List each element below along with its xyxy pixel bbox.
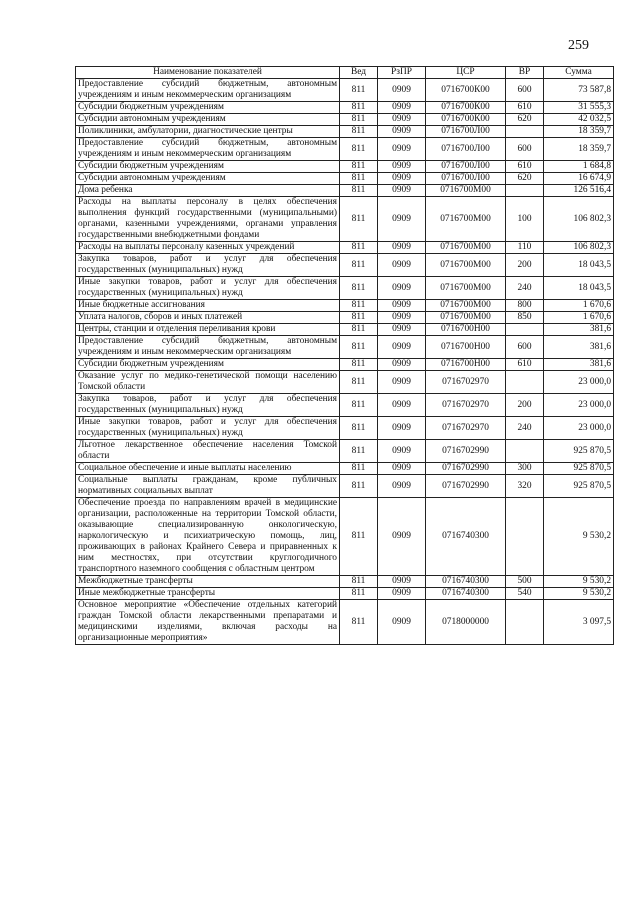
row-ved: 811 <box>340 312 378 324</box>
row-rzpr: 0909 <box>378 359 426 371</box>
table-row <box>76 185 614 197</box>
row-name: Социальное обеспечение и иные выплаты населению <box>76 463 340 475</box>
row-name: Субсидии бюджетным учреждениям <box>76 102 340 114</box>
row-csr: 0716700М00 <box>426 277 506 300</box>
row-ved: 811 <box>340 185 378 197</box>
row-csr: 0716702970 <box>426 371 506 394</box>
row-vr: 610 <box>506 102 544 114</box>
row-sum: 925 870,5 <box>544 475 614 498</box>
row-rzpr: 0909 <box>378 498 426 576</box>
row-sum: 23 000,0 <box>544 394 614 417</box>
row-name: Льготное лекарственное обеспечение населения Томской области <box>76 440 340 463</box>
row-sum: 18 043,5 <box>544 254 614 277</box>
row-vr: 850 <box>506 312 544 324</box>
row-ved: 811 <box>340 498 378 576</box>
row-rzpr: 0909 <box>378 79 426 102</box>
row-ved: 811 <box>340 173 378 185</box>
row-ved: 811 <box>340 324 378 336</box>
row-name: Субсидии автономным учреждениям <box>76 173 340 185</box>
row-sum: 23 000,0 <box>544 417 614 440</box>
table-row <box>76 371 614 394</box>
row-sum: 381,6 <box>544 324 614 336</box>
row-ved: 811 <box>340 394 378 417</box>
row-csr: 0716740300 <box>426 498 506 576</box>
table-row <box>76 576 614 588</box>
row-vr: 610 <box>506 161 544 173</box>
row-sum: 106 802,3 <box>544 242 614 254</box>
row-name: Расходы на выплаты персоналу в целях обеспечения выполнения функций государственными (муниципальными) органами, казенными учреждениями, органами управления государственными внебюджетными фондами <box>76 197 340 242</box>
header-sum: Сумма <box>544 67 614 79</box>
row-name: Субсидии бюджетным учреждениям <box>76 161 340 173</box>
row-vr: 620 <box>506 114 544 126</box>
table-row <box>76 114 614 126</box>
row-vr: 600 <box>506 79 544 102</box>
row-ved: 811 <box>340 371 378 394</box>
row-csr: 0716700Л00 <box>426 138 506 161</box>
row-csr: 0716700Н00 <box>426 324 506 336</box>
row-csr: 0716740300 <box>426 588 506 600</box>
row-csr: 0716700Н00 <box>426 336 506 359</box>
row-csr: 0716700К00 <box>426 114 506 126</box>
row-name: Иные закупки товаров, работ и услуг для обеспечения государственных (муниципальных) нужд <box>76 417 340 440</box>
row-vr: 610 <box>506 359 544 371</box>
row-csr: 0716700М00 <box>426 312 506 324</box>
table-row <box>76 588 614 600</box>
row-csr: 0716700К00 <box>426 79 506 102</box>
table-row <box>76 102 614 114</box>
table-row <box>76 277 614 300</box>
table-row <box>76 417 614 440</box>
row-csr: 0716700К00 <box>426 102 506 114</box>
row-sum: 925 870,5 <box>544 463 614 475</box>
table-row <box>76 600 614 645</box>
row-name: Основное мероприятие «Обеспечение отдельных категорий граждан Томской области лекарственными препаратами и медицинскими изделиями, включая расходы на организационные мероприятия» <box>76 600 340 645</box>
table-row <box>76 79 614 102</box>
row-sum: 106 802,3 <box>544 197 614 242</box>
row-ved: 811 <box>340 475 378 498</box>
row-ved: 811 <box>340 126 378 138</box>
table-row <box>76 475 614 498</box>
row-ved: 811 <box>340 161 378 173</box>
row-csr: 0716702990 <box>426 463 506 475</box>
row-sum: 126 516,4 <box>544 185 614 197</box>
table-row <box>76 197 614 242</box>
header-ved: Вед <box>340 67 378 79</box>
row-ved: 811 <box>340 440 378 463</box>
row-ved: 811 <box>340 102 378 114</box>
row-name: Социальные выплаты гражданам, кроме публичных нормативных социальных выплат <box>76 475 340 498</box>
row-name: Иные бюджетные ассигнования <box>76 300 340 312</box>
row-name: Предоставление субсидий бюджетным, автономным учреждениям и иным некоммерческим организациям <box>76 79 340 102</box>
row-sum: 1 670,6 <box>544 300 614 312</box>
row-rzpr: 0909 <box>378 394 426 417</box>
row-sum: 9 530,2 <box>544 576 614 588</box>
row-name: Центры, станции и отделения переливания крови <box>76 324 340 336</box>
row-vr: 100 <box>506 197 544 242</box>
row-rzpr: 0909 <box>378 161 426 173</box>
row-csr: 0716700Л00 <box>426 173 506 185</box>
row-csr: 0716700Л00 <box>426 161 506 173</box>
row-ved: 811 <box>340 114 378 126</box>
table-header-row <box>76 67 614 79</box>
row-name: Иные закупки товаров, работ и услуг для обеспечения государственных (муниципальных) нужд <box>76 277 340 300</box>
row-ved: 811 <box>340 79 378 102</box>
row-rzpr: 0909 <box>378 242 426 254</box>
row-sum: 73 587,8 <box>544 79 614 102</box>
row-vr <box>506 600 544 645</box>
row-vr <box>506 440 544 463</box>
row-vr: 800 <box>506 300 544 312</box>
table-row <box>76 126 614 138</box>
table-row <box>76 324 614 336</box>
row-rzpr: 0909 <box>378 576 426 588</box>
row-vr: 300 <box>506 463 544 475</box>
row-rzpr: 0909 <box>378 463 426 475</box>
row-vr: 240 <box>506 277 544 300</box>
row-rzpr: 0909 <box>378 300 426 312</box>
table-row <box>76 440 614 463</box>
table-row <box>76 173 614 185</box>
row-sum: 381,6 <box>544 336 614 359</box>
row-ved: 811 <box>340 359 378 371</box>
row-rzpr: 0909 <box>378 138 426 161</box>
row-name: Дома ребенка <box>76 185 340 197</box>
header-name: Наименование показателей <box>76 67 340 79</box>
row-rzpr: 0909 <box>378 371 426 394</box>
row-name: Межбюджетные трансферты <box>76 576 340 588</box>
row-vr: 600 <box>506 336 544 359</box>
row-sum: 3 097,5 <box>544 600 614 645</box>
row-vr: 600 <box>506 138 544 161</box>
row-ved: 811 <box>340 197 378 242</box>
table-row <box>76 463 614 475</box>
row-vr: 500 <box>506 576 544 588</box>
table-row <box>76 138 614 161</box>
row-sum: 18 359,7 <box>544 126 614 138</box>
row-name: Иные межбюджетные трансферты <box>76 588 340 600</box>
row-sum: 18 043,5 <box>544 277 614 300</box>
row-rzpr: 0909 <box>378 417 426 440</box>
row-name: Закупка товаров, работ и услуг для обеспечения государственных (муниципальных) нужд <box>76 254 340 277</box>
row-ved: 811 <box>340 242 378 254</box>
header-csr: ЦСР <box>426 67 506 79</box>
row-name: Предоставление субсидий бюджетным, автономным учреждениям и иным некоммерческим организациям <box>76 138 340 161</box>
row-ved: 811 <box>340 336 378 359</box>
row-sum: 1 684,8 <box>544 161 614 173</box>
row-ved: 811 <box>340 138 378 161</box>
table-row <box>76 359 614 371</box>
row-rzpr: 0909 <box>378 312 426 324</box>
row-ved: 811 <box>340 300 378 312</box>
row-rzpr: 0909 <box>378 600 426 645</box>
table-row <box>76 242 614 254</box>
row-vr: 200 <box>506 254 544 277</box>
row-name: Субсидии бюджетным учреждениям <box>76 359 340 371</box>
row-rzpr: 0909 <box>378 336 426 359</box>
row-rzpr: 0909 <box>378 197 426 242</box>
row-sum: 18 359,7 <box>544 138 614 161</box>
row-vr: 540 <box>506 588 544 600</box>
row-vr <box>506 126 544 138</box>
row-rzpr: 0909 <box>378 185 426 197</box>
row-rzpr: 0909 <box>378 114 426 126</box>
row-rzpr: 0909 <box>378 126 426 138</box>
row-vr: 110 <box>506 242 544 254</box>
row-csr: 0716700М00 <box>426 197 506 242</box>
row-ved: 811 <box>340 417 378 440</box>
table-row <box>76 312 614 324</box>
row-rzpr: 0909 <box>378 440 426 463</box>
row-name: Предоставление субсидий бюджетным, автономным учреждениям и иным некоммерческим организациям <box>76 336 340 359</box>
row-csr: 0716700М00 <box>426 254 506 277</box>
row-vr <box>506 324 544 336</box>
table-row <box>76 300 614 312</box>
budget-table <box>75 66 614 645</box>
row-name: Закупка товаров, работ и услуг для обеспечения государственных (муниципальных) нужд <box>76 394 340 417</box>
row-sum: 42 032,5 <box>544 114 614 126</box>
row-ved: 811 <box>340 254 378 277</box>
header-vr: ВР <box>506 67 544 79</box>
row-rzpr: 0909 <box>378 102 426 114</box>
row-sum: 16 674,9 <box>544 173 614 185</box>
row-ved: 811 <box>340 576 378 588</box>
row-name: Оказание услуг по медико-генетической помощи населению Томской области <box>76 371 340 394</box>
table-row <box>76 394 614 417</box>
row-sum: 31 555,3 <box>544 102 614 114</box>
row-ved: 811 <box>340 463 378 475</box>
row-rzpr: 0909 <box>378 277 426 300</box>
row-csr: 0716700М00 <box>426 185 506 197</box>
row-name: Субсидии автономным учреждениям <box>76 114 340 126</box>
row-rzpr: 0909 <box>378 324 426 336</box>
row-rzpr: 0909 <box>378 173 426 185</box>
row-vr <box>506 371 544 394</box>
row-vr: 320 <box>506 475 544 498</box>
row-vr: 200 <box>506 394 544 417</box>
header-rzpr: РзПР <box>378 67 426 79</box>
row-sum: 381,6 <box>544 359 614 371</box>
page-number: 259 <box>568 38 589 53</box>
row-csr: 0716702990 <box>426 440 506 463</box>
row-vr: 240 <box>506 417 544 440</box>
row-csr: 0716700Л00 <box>426 126 506 138</box>
row-sum: 1 670,6 <box>544 312 614 324</box>
table-row <box>76 161 614 173</box>
table-row <box>76 498 614 576</box>
row-rzpr: 0909 <box>378 588 426 600</box>
row-sum: 23 000,0 <box>544 371 614 394</box>
row-csr: 0716700М00 <box>426 300 506 312</box>
row-name: Расходы на выплаты персоналу казенных учреждений <box>76 242 340 254</box>
row-name: Уплата налогов, сборов и иных платежей <box>76 312 340 324</box>
row-name: Обеспечение проезда по направлениям врачей в медицинские организации, расположенные на территории Томской области, оказывающие специализированную онкологическую, наркологическую и психиатрическую помощь, лиц, проживающих в районах Крайнего Севера и приравненных к ним местностях, при отсутствии круглогодичного транспортного наземного сообщения с областным центром <box>76 498 340 576</box>
row-sum: 9 530,2 <box>544 588 614 600</box>
row-csr: 0716700М00 <box>426 242 506 254</box>
row-sum: 9 530,2 <box>544 498 614 576</box>
row-sum: 925 870,5 <box>544 440 614 463</box>
row-name: Поликлиники, амбулатории, диагностические центры <box>76 126 340 138</box>
row-ved: 811 <box>340 600 378 645</box>
row-rzpr: 0909 <box>378 254 426 277</box>
row-vr <box>506 185 544 197</box>
row-csr: 0718000000 <box>426 600 506 645</box>
row-csr: 0716702970 <box>426 394 506 417</box>
row-csr: 0716740300 <box>426 576 506 588</box>
table-row <box>76 254 614 277</box>
row-rzpr: 0909 <box>378 475 426 498</box>
row-csr: 0716702990 <box>426 475 506 498</box>
row-ved: 811 <box>340 588 378 600</box>
row-csr: 0716700Н00 <box>426 359 506 371</box>
row-vr: 620 <box>506 173 544 185</box>
table-row <box>76 336 614 359</box>
row-ved: 811 <box>340 277 378 300</box>
row-vr <box>506 498 544 576</box>
row-csr: 0716702970 <box>426 417 506 440</box>
